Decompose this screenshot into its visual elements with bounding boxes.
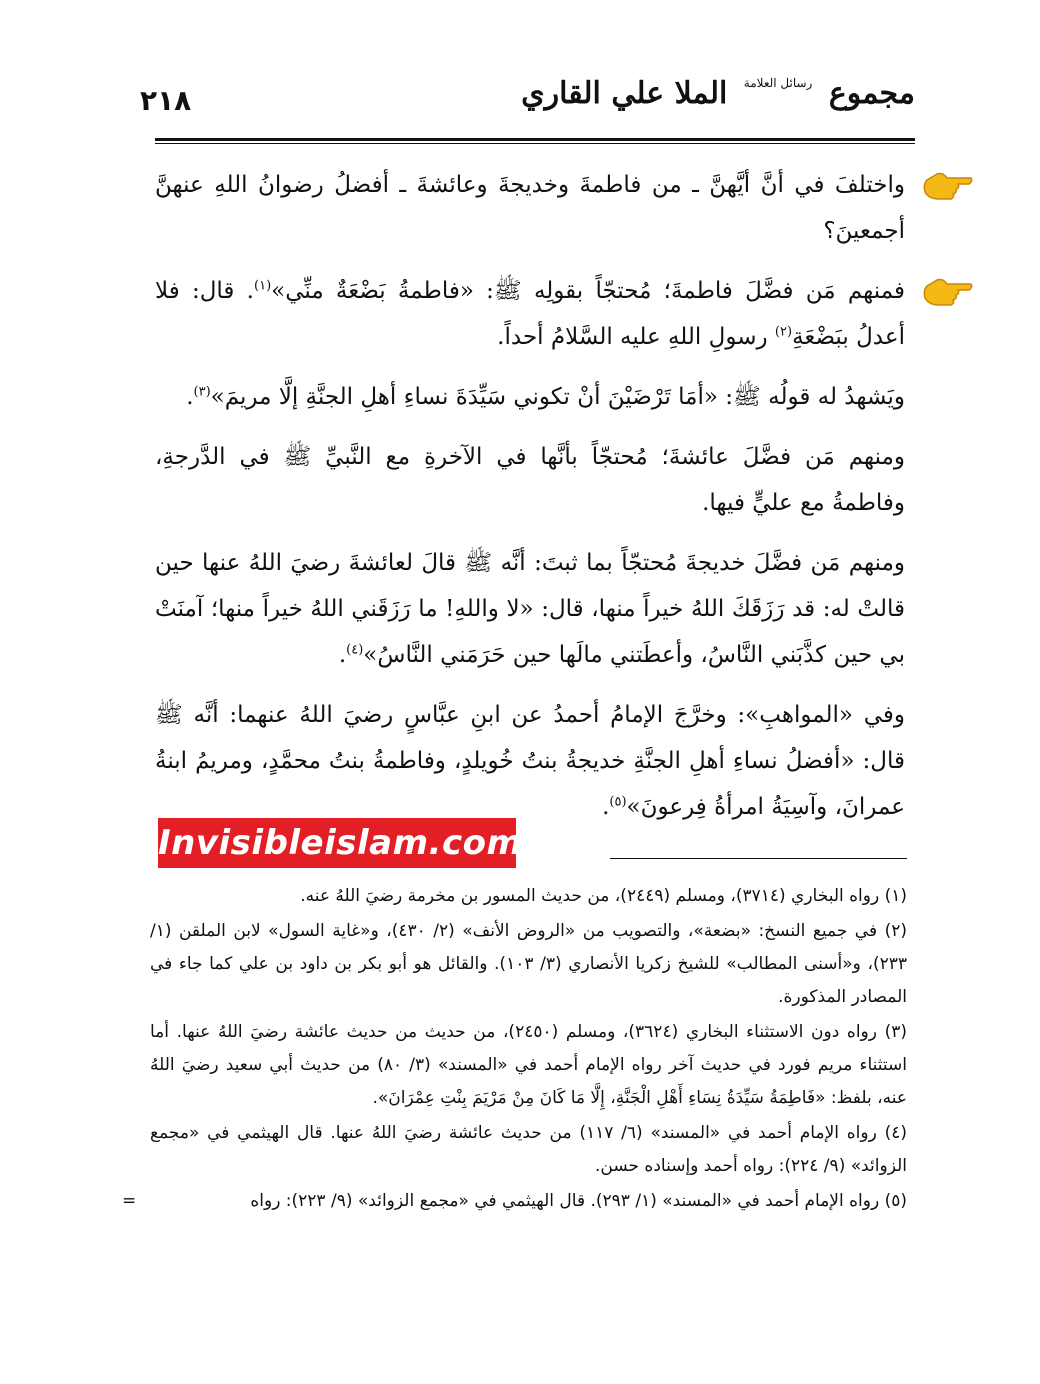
title-prefix: مجموع [828, 76, 915, 111]
paragraph [155, 540, 905, 678]
header-rule-thin [155, 143, 915, 144]
paragraph-end: . [186, 384, 194, 410]
footnote: (٤) رواه الإمام أحمد في «المسند» (٦/ ١١٧) من حديث عائشة رضيَ اللهُ عنها. قال الهيثمي في «مجمع الزوائد» (٩/ ٢٢٤): رواه أحمد وإسناده حسن. [150, 1123, 907, 1176]
footnote [122, 1185, 907, 1218]
footnote-ref: (٣) [193, 384, 211, 400]
main-text [155, 162, 905, 844]
title-main: الملا علي القاري [521, 76, 728, 111]
paragraph-text: رسولِ اللهِ عليه السَّلامُ أحداً. [497, 324, 768, 350]
paragraph [155, 692, 905, 830]
title-small: رسائل العلامة [743, 76, 813, 90]
watermark-banner: Invisibleislam.com [158, 818, 516, 868]
paragraph-text: ومنهم مَن فضَّلَ خديجةَ مُحتجّاً بما ثبتَ: أنَّه ﷺ قالَ لعائشةَ رضيَ اللهُ عنها حين قالتْ له: قد رَزَقَكَ اللهُ خيراً منها، قال: «لا واللهِ! ما رَزَقَني اللهُ خيراً منها؛ آمنَتْ بي حين كذَّبَني النَّاسُ، وأعطَتني مالَها حين حَرَمَني النَّاسُ» [155, 550, 905, 668]
footnote-ref: (٥) [609, 794, 627, 810]
paragraph-text: فمنهم مَن فضَّلَ فاطمةَ؛ مُحتجّاً بقولِه ﷺ: «فاطمةُ بَضْعَةٌ منِّي» [271, 278, 905, 304]
paragraph-text: . قال: فلا أعدلُ ببَضْعَةِ [155, 278, 905, 350]
footnote-ref: (٤) [346, 642, 364, 658]
pointing-hand-icon [921, 272, 973, 308]
paragraph-end: . [338, 642, 347, 668]
footnote-rule [610, 858, 907, 859]
running-title [521, 76, 915, 111]
pointing-hand-icon [921, 166, 973, 202]
paragraph [155, 374, 905, 420]
footnote: (٢) في جميع النسخ: «بضعة»، والتصويب من «الروض الأنف» (٢/ ٤٣٠)، و«غاية السول» لابن الملقن (١/ ٢٣٣)، و«أسنى المطالب» للشيخ زكريا الأنصاري (٣/ ١٠٣). والقائل هو أبو بكر بن داود بن علي كما جاء في المصادر المذكورة. [150, 921, 907, 1007]
footnote-ref: (٢) [774, 324, 793, 340]
paragraph-text: واختلفَ في أنَّ أيَّهنَّ ـ من فاطمةَ وخديجةَ وعائشةَ ـ أفضلُ رضوانُ اللهِ عنهنَّ أجمعينَ؟ [155, 172, 905, 244]
footnote: (١) رواه البخاري (٣٧١٤)، ومسلم (٢٤٤٩)، من حديث المسور بن مخرمة رضيَ اللهُ عنه. [300, 886, 907, 906]
continued-mark: = [122, 1191, 137, 1211]
paragraph [155, 162, 905, 254]
footnotes [122, 880, 908, 1220]
page-number: ٢١٨ [140, 84, 192, 117]
paragraph-text: ومنهم مَن فضَّلَ عائشةَ؛ مُحتجّاً بأنَّها في الآخرةِ مع النَّبيِّ ﷺ في الدَّرجةِ، وفاطمةُ مع عليٍّ فيها. [155, 444, 905, 516]
paragraph [155, 434, 905, 526]
paragraph-text: وفي «المواهبِ»: وخرَّجَ الإمامُ أحمدُ عن ابنِ عبَّاسٍ رضيَ اللهُ عنهما: أنَّه ﷺ قال: «أفضلُ نساءِ أهلِ الجنَّةِ خديجةُ بنتُ خُويلدٍ، وفاطمةُ بنتُ محمَّدٍ، ومريمُ ابنةُ عمرانَ، وآسِيَةُ امرأةُ فِرعونَ» [155, 702, 905, 820]
paragraph-end: . [602, 794, 610, 820]
paragraph [155, 268, 905, 360]
paragraph-text: ويَشهدُ له قولُه ﷺ: «أمَا تَرْضَيْنَ أنْ تكوني سَيِّدَةَ نساءِ أهلِ الجنَّةِ إلَّا مريمَ» [210, 384, 905, 410]
footnote: (٣) رواه دون الاستثناء البخاري (٣٦٢٤)، ومسلم (٢٤٥٠)، من حديث من حديث عائشة رضيَ اللهُ عنها. أما استثناء مريم فورد في حديث آخر رواه الإمام أحمد في «المسند» (٣/ ٨٠) من حديث أبي سعيد رضيَ اللهُ عنه، بلفظ: «فَاطِمَةُ سَيِّدَةُ نِسَاءِ أَهْلِ الْجَنَّةِ، إِلَّا مَا كَانَ مِنْ مَرْيَمَ بِنْتِ عِمْرَانَ». [150, 1022, 908, 1108]
footnote-text: (٥) رواه الإمام أحمد في «المسند» (١/ ٢٩٣). قال الهيثمي في «مجمع الزوائد» (٩/ ٢٢٣): رواه [250, 1191, 907, 1211]
header-rule [155, 138, 915, 141]
page-header [140, 72, 915, 142]
footnote-ref: (١) [254, 278, 272, 294]
